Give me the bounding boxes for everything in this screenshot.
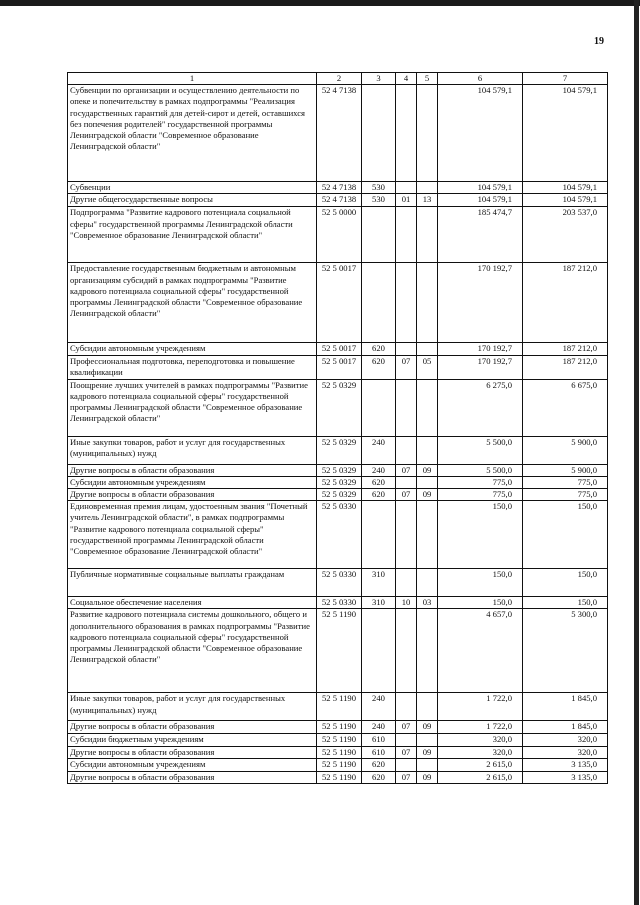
- row-subsection: 05: [417, 355, 438, 379]
- row-name: Другие вопросы в области образования: [68, 489, 317, 501]
- table-row: [68, 721, 608, 734]
- row-sum-year-1: 320,0: [438, 746, 523, 758]
- row-sum-year-2: 104 579,1: [523, 182, 608, 194]
- row-subsection: 03: [417, 597, 438, 609]
- row-target-code: 52 5 0330: [317, 501, 362, 569]
- row-name: Субсидии бюджетным учреждениям: [68, 734, 317, 746]
- row-subsection: [417, 609, 438, 693]
- row-subsection: [417, 343, 438, 355]
- row-subsection: [417, 569, 438, 597]
- row-expense-type: 530: [362, 194, 396, 207]
- table-row: [68, 263, 608, 343]
- row-subsection: [417, 758, 438, 771]
- row-sum-year-1: 170 192,7: [438, 355, 523, 379]
- row-section: [396, 693, 417, 721]
- row-sum-year-2: 320,0: [523, 746, 608, 758]
- col-header: 3: [362, 73, 396, 85]
- row-sum-year-1: 2 615,0: [438, 758, 523, 771]
- row-sum-year-1: 170 192,7: [438, 263, 523, 343]
- row-sum-year-1: 104 579,1: [438, 182, 523, 194]
- row-sum-year-2: 187 212,0: [523, 343, 608, 355]
- row-section: 10: [396, 597, 417, 609]
- row-target-code: 52 5 0329: [317, 476, 362, 488]
- row-sum-year-1: 2 615,0: [438, 771, 523, 783]
- row-section: [396, 182, 417, 194]
- row-name: Субвенции по организации и осуществлению деятельности по опеке и попечительству в рамках подпрограммы "Реализация государственных гарантий для детей-сирот и детей, оставшихся без попечения родителей" государственной программы Ленинградской области "Современное образование Ленинградской области": [68, 85, 317, 182]
- row-sum-year-2: 3 135,0: [523, 771, 608, 783]
- row-name: Другие общегосударственные вопросы: [68, 194, 317, 207]
- row-section: 07: [396, 746, 417, 758]
- table-row: [68, 489, 608, 501]
- row-sum-year-1: 1 722,0: [438, 693, 523, 721]
- row-expense-type: [362, 263, 396, 343]
- table-row: [68, 436, 608, 464]
- row-sum-year-2: 203 537,0: [523, 207, 608, 263]
- row-sum-year-1: 104 579,1: [438, 194, 523, 207]
- row-section: [396, 758, 417, 771]
- table-row: [68, 343, 608, 355]
- row-expense-type: [362, 609, 396, 693]
- row-sum-year-1: 775,0: [438, 489, 523, 501]
- row-subsection: 09: [417, 464, 438, 476]
- row-name: Иные закупки товаров, работ и услуг для государственных (муниципальных) нужд: [68, 693, 317, 721]
- row-sum-year-1: 150,0: [438, 501, 523, 569]
- col-header: 6: [438, 73, 523, 85]
- row-sum-year-2: 775,0: [523, 476, 608, 488]
- row-expense-type: 310: [362, 597, 396, 609]
- row-name: Другие вопросы в области образования: [68, 721, 317, 734]
- row-subsection: [417, 476, 438, 488]
- row-sum-year-1: 185 474,7: [438, 207, 523, 263]
- row-expense-type: 240: [362, 464, 396, 476]
- row-target-code: 52 5 0329: [317, 464, 362, 476]
- col-header: 1: [68, 73, 317, 85]
- row-target-code: 52 5 0017: [317, 263, 362, 343]
- row-expense-type: 620: [362, 489, 396, 501]
- row-section: [396, 85, 417, 182]
- row-target-code: 52 5 0329: [317, 489, 362, 501]
- row-expense-type: 310: [362, 569, 396, 597]
- table-row: [68, 609, 608, 693]
- row-sum-year-2: 104 579,1: [523, 85, 608, 182]
- row-subsection: 09: [417, 746, 438, 758]
- table-row: [68, 771, 608, 783]
- row-sum-year-2: 5 900,0: [523, 464, 608, 476]
- row-sum-year-2: 150,0: [523, 569, 608, 597]
- row-subsection: 13: [417, 194, 438, 207]
- table-row: [68, 569, 608, 597]
- row-section: 01: [396, 194, 417, 207]
- row-subsection: [417, 501, 438, 569]
- table-header: [68, 73, 608, 85]
- row-target-code: 52 5 1190: [317, 746, 362, 758]
- row-expense-type: 620: [362, 355, 396, 379]
- table-row: [68, 501, 608, 569]
- table-row: [68, 182, 608, 194]
- row-section: [396, 609, 417, 693]
- table-row: [68, 746, 608, 758]
- table-row: [68, 597, 608, 609]
- row-section: [396, 207, 417, 263]
- row-section: 07: [396, 355, 417, 379]
- row-expense-type: 620: [362, 343, 396, 355]
- row-target-code: 52 4 7138: [317, 85, 362, 182]
- col-header: 7: [523, 73, 608, 85]
- row-name: Субсидии автономным учреждениям: [68, 758, 317, 771]
- row-sum-year-1: 320,0: [438, 734, 523, 746]
- row-sum-year-2: 104 579,1: [523, 194, 608, 207]
- row-section: 07: [396, 464, 417, 476]
- row-expense-type: [362, 85, 396, 182]
- row-section: [396, 734, 417, 746]
- table-row: [68, 194, 608, 207]
- row-name: Публичные нормативные социальные выплаты гражданам: [68, 569, 317, 597]
- row-subsection: [417, 436, 438, 464]
- row-target-code: 52 4 7138: [317, 194, 362, 207]
- row-sum-year-2: 6 675,0: [523, 379, 608, 436]
- table-row: [68, 758, 608, 771]
- row-expense-type: 530: [362, 182, 396, 194]
- row-subsection: 09: [417, 771, 438, 783]
- scan-right-edge: [634, 0, 639, 905]
- row-subsection: [417, 85, 438, 182]
- row-expense-type: 610: [362, 746, 396, 758]
- row-sum-year-2: 320,0: [523, 734, 608, 746]
- row-expense-type: 620: [362, 476, 396, 488]
- budget-table: [67, 72, 608, 784]
- row-section: [396, 436, 417, 464]
- row-target-code: 52 5 1190: [317, 758, 362, 771]
- row-target-code: 52 4 7138: [317, 182, 362, 194]
- row-sum-year-1: 170 192,7: [438, 343, 523, 355]
- row-target-code: 52 5 1190: [317, 771, 362, 783]
- row-expense-type: 240: [362, 436, 396, 464]
- row-sum-year-1: 150,0: [438, 597, 523, 609]
- row-target-code: 52 5 1190: [317, 721, 362, 734]
- row-target-code: 52 5 1190: [317, 693, 362, 721]
- row-sum-year-2: 5 300,0: [523, 609, 608, 693]
- row-name: Субвенции: [68, 182, 317, 194]
- row-sum-year-2: 5 900,0: [523, 436, 608, 464]
- row-sum-year-2: 187 212,0: [523, 263, 608, 343]
- table-row: [68, 85, 608, 182]
- row-target-code: 52 5 0017: [317, 343, 362, 355]
- row-target-code: 52 5 0000: [317, 207, 362, 263]
- table-row: [68, 464, 608, 476]
- table-row: [68, 379, 608, 436]
- row-sum-year-2: 3 135,0: [523, 758, 608, 771]
- row-sum-year-1: 104 579,1: [438, 85, 523, 182]
- row-name: Поощрение лучших учителей в рамках подпрограммы "Развитие кадрового потенциала социальной сферы" государственной программы Ленинградской области "Современное образование Ленинградской области": [68, 379, 317, 436]
- row-sum-year-2: 1 845,0: [523, 693, 608, 721]
- row-sum-year-1: 775,0: [438, 476, 523, 488]
- col-header: 2: [317, 73, 362, 85]
- page-number: 19: [594, 36, 604, 47]
- row-subsection: [417, 263, 438, 343]
- col-header: 5: [417, 73, 438, 85]
- table-row: [68, 693, 608, 721]
- row-section: [396, 379, 417, 436]
- row-expense-type: 610: [362, 734, 396, 746]
- col-header: 4: [396, 73, 417, 85]
- row-expense-type: [362, 501, 396, 569]
- row-expense-type: 620: [362, 758, 396, 771]
- table-row: [68, 734, 608, 746]
- row-sum-year-1: 1 722,0: [438, 721, 523, 734]
- row-sum-year-2: 775,0: [523, 489, 608, 501]
- row-name: Иные закупки товаров, работ и услуг для государственных (муниципальных) нужд: [68, 436, 317, 464]
- row-expense-type: 240: [362, 693, 396, 721]
- row-name: Единовременная премия лицам, удостоенным звания "Почетный учитель Ленинградской области", в рамках подпрограммы "Развитие кадрового потенциала социальной сферы" государственной программы Ленинградской области "Современное образование Ленинградской области": [68, 501, 317, 569]
- row-name: Другие вопросы в области образования: [68, 746, 317, 758]
- row-section: [396, 263, 417, 343]
- row-name: Субсидии автономным учреждениям: [68, 476, 317, 488]
- row-sum-year-1: 5 500,0: [438, 464, 523, 476]
- row-name: Развитие кадрового потенциала системы дошкольного, общего и дополнительного образования в рамках подпрограммы "Развитие кадрового потенциала социальной сферы" государственной программы Ленинградской области "Современное образование Ленинградской области": [68, 609, 317, 693]
- row-subsection: 09: [417, 489, 438, 501]
- row-name: Субсидии автономным учреждениям: [68, 343, 317, 355]
- row-sum-year-2: 187 212,0: [523, 355, 608, 379]
- row-section: [396, 569, 417, 597]
- row-expense-type: 620: [362, 771, 396, 783]
- row-name: Профессиональная подготовка, переподготовка и повышение квалификации: [68, 355, 317, 379]
- row-subsection: [417, 182, 438, 194]
- row-target-code: 52 5 1190: [317, 609, 362, 693]
- row-sum-year-1: 6 275,0: [438, 379, 523, 436]
- row-section: 07: [396, 489, 417, 501]
- row-name: Другие вопросы в области образования: [68, 771, 317, 783]
- row-subsection: 09: [417, 721, 438, 734]
- row-expense-type: [362, 207, 396, 263]
- scan-top-edge: [0, 0, 640, 6]
- row-target-code: 52 5 0017: [317, 355, 362, 379]
- row-name: Другие вопросы в области образования: [68, 464, 317, 476]
- row-sum-year-2: 150,0: [523, 597, 608, 609]
- row-sum-year-1: 4 657,0: [438, 609, 523, 693]
- row-sum-year-1: 5 500,0: [438, 436, 523, 464]
- row-target-code: 52 5 0330: [317, 569, 362, 597]
- row-expense-type: [362, 379, 396, 436]
- row-expense-type: 240: [362, 721, 396, 734]
- row-target-code: 52 5 0330: [317, 597, 362, 609]
- table-row: [68, 355, 608, 379]
- row-target-code: 52 5 1190: [317, 734, 362, 746]
- row-subsection: [417, 207, 438, 263]
- row-subsection: [417, 734, 438, 746]
- row-subsection: [417, 693, 438, 721]
- row-section: [396, 476, 417, 488]
- table-row: [68, 476, 608, 488]
- row-target-code: 52 5 0329: [317, 379, 362, 436]
- row-section: [396, 501, 417, 569]
- row-sum-year-2: 1 845,0: [523, 721, 608, 734]
- row-name: Социальное обеспечение населения: [68, 597, 317, 609]
- row-target-code: 52 5 0329: [317, 436, 362, 464]
- row-name: Предоставление государственным бюджетным и автономным организациям субсидий в рамках подпрограммы "Развитие кадрового потенциала социальной сферы" государственной программы Ленинградской области "Современное образование Ленинградской области": [68, 263, 317, 343]
- row-name: Подпрограмма "Развитие кадрового потенциала социальной сферы" государственной программы Ленинградской области "Современное образование Ленинградской области": [68, 207, 317, 263]
- row-sum-year-2: 150,0: [523, 501, 608, 569]
- row-section: 07: [396, 771, 417, 783]
- row-section: [396, 343, 417, 355]
- row-section: 07: [396, 721, 417, 734]
- row-sum-year-1: 150,0: [438, 569, 523, 597]
- row-subsection: [417, 379, 438, 436]
- table-row: [68, 207, 608, 263]
